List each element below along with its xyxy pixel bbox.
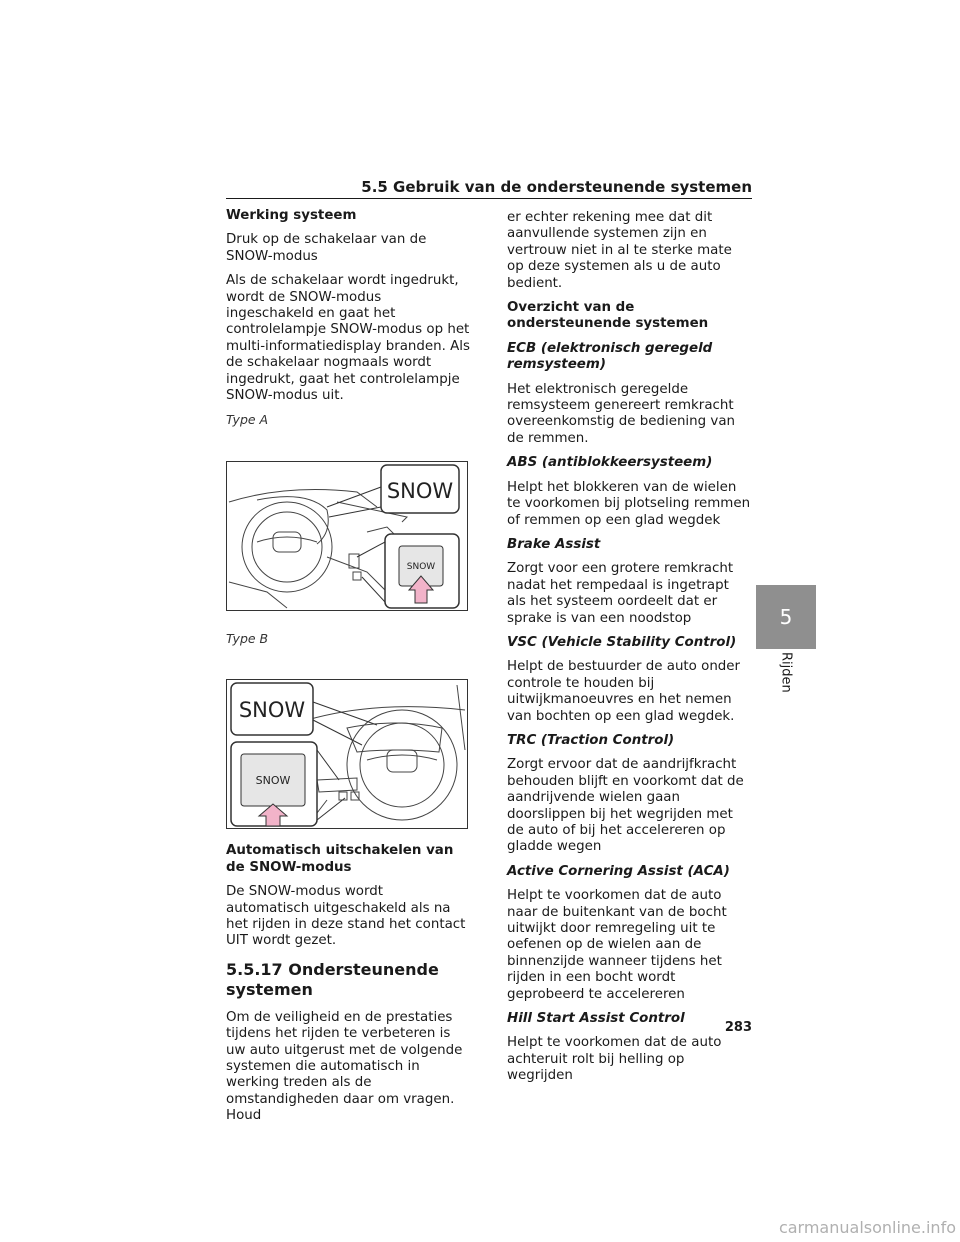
page-number: 283 bbox=[724, 1020, 752, 1035]
snow-label-small: SNOW bbox=[255, 774, 291, 788]
item-text: Zorgt ervoor dat de aandrijfkracht behouden blijft en voorkomt dat de aandrijvende wielen gaan doorslippen bij het wegrijden met de auto of bij het accelereren op gladde wegen bbox=[507, 757, 744, 855]
type-b-label: Type B bbox=[226, 630, 269, 646]
dashboard-illustration-type-b bbox=[227, 680, 467, 828]
dashboard-illustration-type-a bbox=[227, 462, 467, 610]
header-rule bbox=[226, 198, 752, 199]
paragraph-press-switch: Druk op de schakelaar van de SNOW-modus bbox=[226, 232, 427, 264]
item-title: ABS (antiblokkeersysteem) bbox=[507, 455, 713, 471]
item-title: Brake Assist bbox=[507, 536, 601, 552]
item-text: Helpt het blokkeren van de wielen te voorkomen bij plotseling remmen of remmen op een glad wegdek bbox=[507, 479, 751, 528]
figure-type-b bbox=[226, 679, 468, 829]
figure-type-a bbox=[226, 461, 468, 611]
item-title: VSC (Vehicle Stability Control) bbox=[507, 634, 737, 650]
right-column bbox=[507, 210, 751, 1093]
paragraph-intro: Om de veiligheid en de prestaties tijdens het rijden te verbeteren is uw auto uitgerust met de volgende systemen die automatisch in werking treden als de omstandigheden daar om vragen. Houd bbox=[226, 1009, 463, 1124]
item-text: Helpt te voorkomen dat de auto naar de buitenkant van de bocht uitwijkt door remregeling uit te oefenen op de wielen aan de binnenzijde wanneer tijdens het rijden in een bocht wordt geprobeerd te accelereren bbox=[507, 888, 727, 1002]
snow-label-large: SNOW bbox=[238, 698, 306, 723]
item-title: ECB (elektronisch geregeld remsysteem) bbox=[507, 340, 713, 373]
heading-overview: Overzicht van de ondersteunende systemen bbox=[507, 300, 709, 332]
paragraph-auto-off: De SNOW-modus wordt automatisch uitgeschakeld als na het rijden in deze stand het contact UIT wordt gezet. bbox=[226, 884, 466, 949]
heading-system-operation: Werking systeem bbox=[226, 208, 357, 223]
left-column bbox=[226, 208, 470, 1133]
item-text: Het elektronisch geregelde remsysteem genereert remkracht overeenkomstig de bediening van de remmen. bbox=[507, 381, 736, 446]
paragraph-switch-behaviour: Als de schakelaar wordt ingedrukt, wordt de SNOW-modus ingeschakeld en gaat het controlelampje SNOW-modus op het multi-informatiedisplay branden. Als de schakelaar nogmaals wordt ingedrukt, gaat het controlelampje SNOW-modus uit. bbox=[226, 273, 470, 404]
item-title: Hill Start Assist Control bbox=[507, 1011, 685, 1027]
type-a-label: Type A bbox=[226, 412, 269, 428]
item-text: Helpt te voorkomen dat de auto achteruit rolt bij helling op wegrijden bbox=[507, 1035, 722, 1084]
chapter-tab[interactable]: 5 bbox=[756, 585, 816, 649]
paragraph-continued: er echter rekening mee dat dit aanvullende systemen zijn en vertrouw niet in al te sterke mate op deze systemen als u de auto bedient. bbox=[507, 210, 732, 291]
chapter-name bbox=[766, 652, 806, 702]
item-title: Active Cornering Assist (ACA) bbox=[507, 863, 730, 879]
item-title: TRC (Traction Control) bbox=[507, 732, 675, 748]
chapter-name-label: Rijden bbox=[778, 652, 794, 693]
snow-label-large: SNOW bbox=[386, 478, 454, 503]
heading-auto-off: Automatisch uitschakelen van de SNOW-modus bbox=[226, 843, 454, 875]
item-text: Helpt de bestuurder de auto onder controle te houden bij uitwijkmanoeuvres en het nemen van bochten op een glad wegdek. bbox=[507, 659, 741, 724]
watermark: carmanualsonline.info bbox=[778, 1218, 956, 1237]
section-header: 5.5 Gebruik van de ondersteunende systemen bbox=[361, 178, 752, 196]
section-title: 5.5.17 Ondersteunende systemen bbox=[226, 959, 439, 999]
item-text: Zorgt voor een grotere remkracht nadat het rempedaal is ingetrapt als het systeem oordeelt dat er sprake is van een noodstop bbox=[507, 561, 734, 626]
snow-label-small: SNOW bbox=[406, 561, 436, 572]
